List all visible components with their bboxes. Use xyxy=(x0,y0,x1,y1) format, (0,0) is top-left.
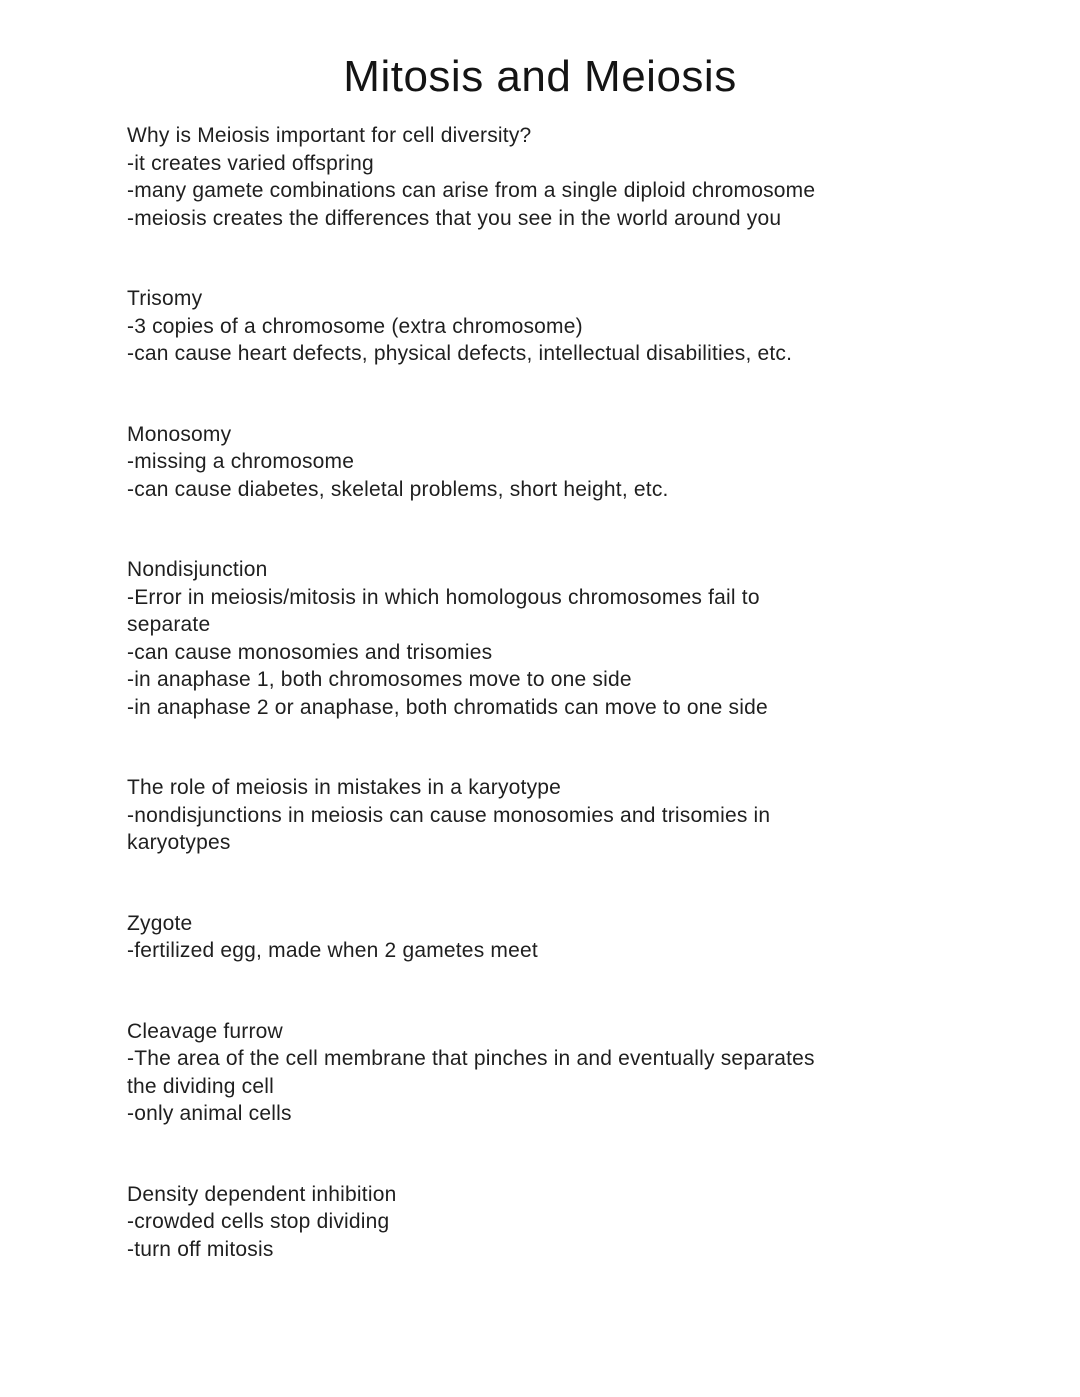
note-section xyxy=(127,910,960,965)
section-heading: Cleavage furrow xyxy=(127,1019,283,1043)
note-section xyxy=(127,122,960,232)
note-line: -Error in meiosis/mitosis in which homologous chromosomes fail to xyxy=(127,585,760,609)
note-section xyxy=(127,1181,960,1264)
notes-body xyxy=(127,122,960,1263)
note-section xyxy=(127,1018,960,1128)
section-heading: Monosomy xyxy=(127,422,232,446)
section-heading: Trisomy xyxy=(127,287,203,310)
note-line: -in anaphase 2 or anaphase, both chromatids can move to one side xyxy=(127,695,768,719)
note-line: -it creates varied offspring xyxy=(127,151,374,175)
page-title: Mitosis and Meiosis xyxy=(343,52,737,101)
note-line: -in anaphase 1, both chromosomes move to one side xyxy=(127,668,632,691)
section-heading: The role of meiosis in mistakes in a karyotype xyxy=(127,776,562,799)
note-line: -turn off mitosis xyxy=(127,1237,274,1261)
section-heading: Zygote xyxy=(127,911,193,935)
note-line: -many gamete combinations can arise from a single diploid chromosome xyxy=(127,179,816,202)
note-line: -can cause monosomies and trisomies xyxy=(127,640,493,664)
note-line: -crowded cells stop dividing xyxy=(127,1210,390,1233)
note-line: separate xyxy=(127,613,211,636)
note-section xyxy=(127,421,960,504)
note-section xyxy=(127,285,960,368)
note-line: -can cause heart defects, physical defects, intellectual disabilities, etc. xyxy=(127,342,793,365)
note-line: -missing a chromosome xyxy=(127,450,355,473)
section-heading: Why is Meiosis important for cell diversity? xyxy=(127,124,532,147)
note-line: karyotypes xyxy=(127,831,231,854)
section-heading: Nondisjunction xyxy=(127,558,268,581)
note-line: -nondisjunctions in meiosis can cause monosomies and trisomies in xyxy=(127,803,771,827)
note-line: -can cause diabetes, skeletal problems, short height, etc. xyxy=(127,477,669,501)
note-line: -meiosis creates the differences that you see in the world around you xyxy=(127,206,782,230)
note-line: -fertilized egg, made when 2 gametes meet xyxy=(127,939,538,962)
note-section xyxy=(127,556,960,721)
note-line: -only animal cells xyxy=(127,1102,292,1125)
note-line: -3 copies of a chromosome (extra chromosome) xyxy=(127,314,583,338)
note-line: -The area of the cell membrane that pinches in and eventually separates xyxy=(127,1047,815,1070)
section-heading: Density dependent inhibition xyxy=(127,1182,397,1206)
note-line: the dividing cell xyxy=(127,1074,274,1098)
note-section xyxy=(127,774,960,857)
